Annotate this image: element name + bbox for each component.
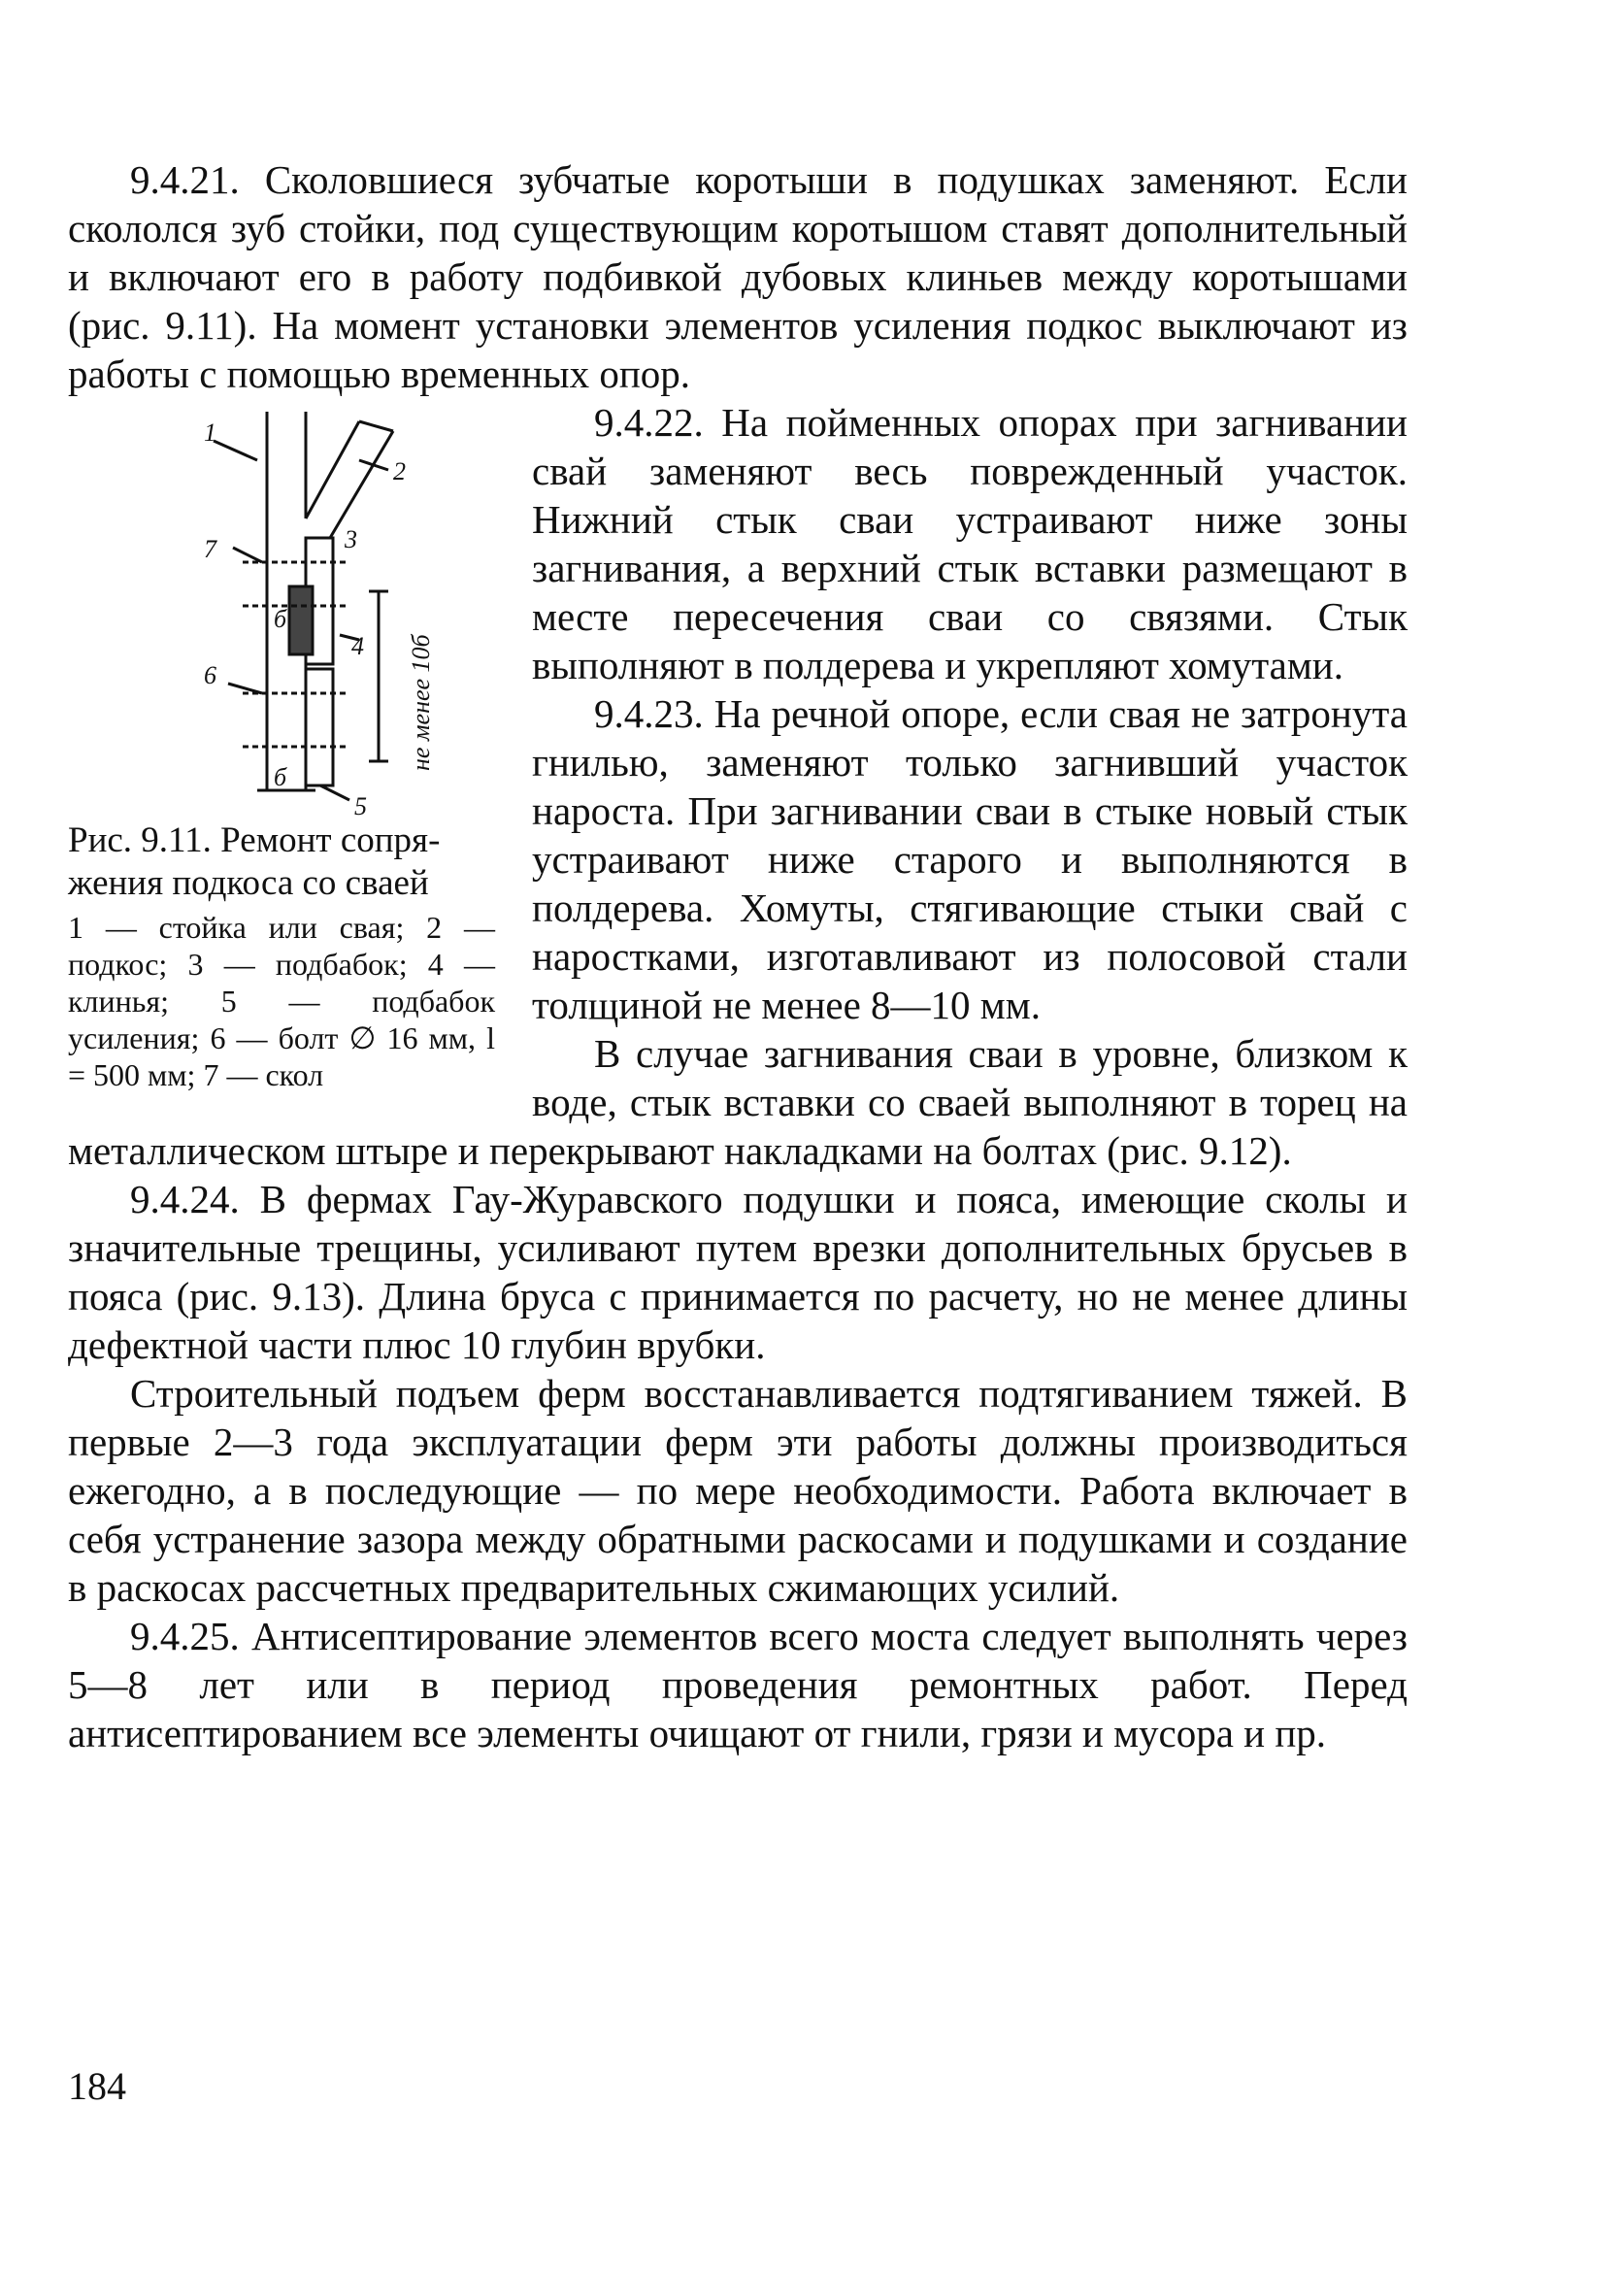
label-1: 1 — [204, 418, 216, 447]
label-6: 6 — [204, 661, 216, 689]
label-b-top: б — [274, 605, 287, 633]
label-5: 5 — [354, 792, 367, 819]
paragraph-river-pile-joint: В случае загнивания сваи в уровне, близком к воде, стык вставки со сваей выполняют в торец на металлическом штыре и перекрывают накладками на болтах (рис. 9.12). — [68, 1031, 1408, 1173]
label-b-bottom: б — [274, 763, 287, 791]
paragraph-9-4-21: 9.4.21. Сколовшиеся зубчатые коротыши в подушках заменяют. Если скололся зуб стойки, под существующим коротышом ставят дополнительный и включают его в работу подбивкой дубовых клиньев между коротышами (рис. 9.11). На момент установки элементов усиления подкос выключают из работы с помощью временных опор. — [68, 157, 1408, 396]
label-7: 7 — [204, 535, 216, 563]
figure-caption-title: Рис. 9.11. Ремонт сопряжения подкоса со сваей — [68, 820, 441, 903]
paragraph-9-4-23: 9.4.23. На речной опоре, если свая не затронута гнилью, заменяют только загнивший участок нароста. При загнивании сваи в стыке новый стык устраивают ниже старого и выполняются в полдерева. Хомуты, стягивающие стыки свай с наростками, изготавливают из полосовой стали толщиной не менее 8—10 мм. — [532, 691, 1408, 1027]
paragraph-9-4-24: 9.4.24. В фермах Гау-Журавского подушки и пояса, имеющие сколы и значительные трещины, усиливают путем врезки дополнительных брусьев в пояса (рис. 9.13). Длина бруса c принимается по расчету, но не менее длины дефектной части плюс 10 глубин врубки. — [68, 1177, 1408, 1367]
paragraph-truss-camber: Строительный подъем ферм восстанавливается подтягиванием тяжей. В первые 2—3 года эксплуатации ферм эти работы должны производиться ежегодно, а в последующие — по мере необходимости. Работа включает в себя устранение зазора между обратными раскосами и подушками и создание в раскосах рассчетных предварительных сжимающих усилий. — [68, 1371, 1408, 1610]
label-2: 2 — [393, 457, 406, 485]
dimension-label: не менее 10б — [407, 634, 435, 771]
label-3: 3 — [345, 525, 357, 553]
figure-9-11 — [68, 402, 495, 1093]
pile-brace-joint-drawing — [68, 402, 495, 819]
paragraph-9-4-22: 9.4.22. На пойменных опорах при загнивании свай заменяют весь поврежденный участок. Нижний стык сваи устраивают ниже зоны загнивания, а верхний стык вставки размещают в месте пересечения сваи со связями. Стык выполняют в полдерева и укрепляют хомутами. — [532, 400, 1408, 687]
figure-caption-legend: 1 — стойка или свая; 2 — подкос; 3 — подбабок; 4 — клинья; 5 — подбабок усиления; 6 — болт ∅ 16 мм, l = 500 мм; 7 — скол — [68, 910, 495, 1092]
page-content — [68, 155, 1408, 1757]
label-4: 4 — [351, 632, 364, 660]
paragraph-9-4-25: 9.4.25. Антисептирование элементов всего моста следует выполнять через 5—8 лет или в период проведения ремонтных работ. Перед антисептированием все элементы очищают от гнили, грязи и мусора и пр. — [68, 1614, 1408, 1755]
page-number: 184 — [68, 2064, 126, 2108]
